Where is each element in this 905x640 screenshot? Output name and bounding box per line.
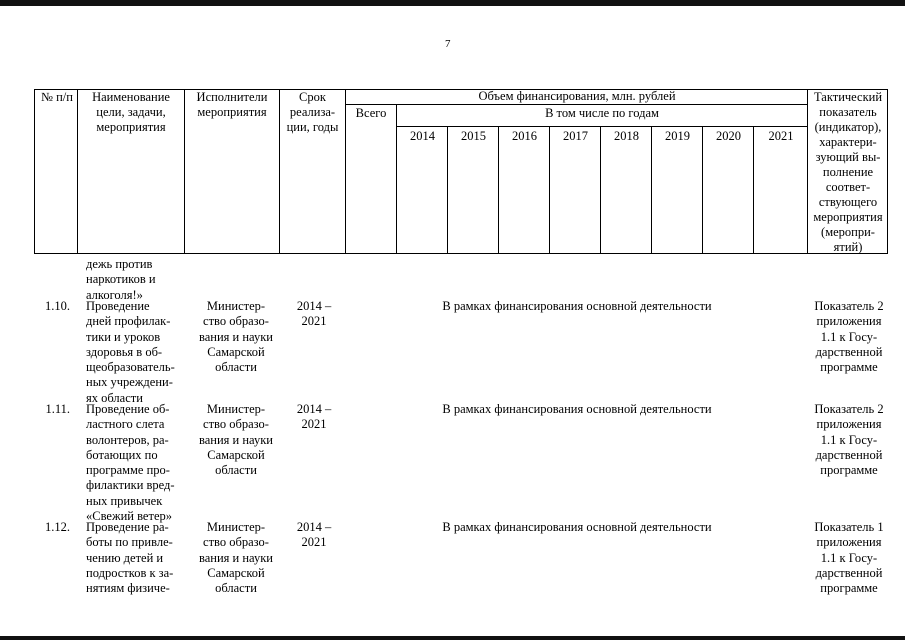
header-year: 2019 — [665, 129, 690, 143]
table-header — [34, 89, 888, 254]
row-finance: В рамках финансирования основной деятельности — [442, 520, 712, 534]
row-name: Проведение ра- боты по привле- чению детей и подростков к за- нятиям физиче- — [86, 520, 174, 596]
row-executor: Министер- ство образо- вания и науки Самарской области — [199, 402, 273, 478]
top-scan-border — [0, 0, 905, 6]
page-number: 7 — [445, 38, 451, 50]
header-year: 2020 — [716, 129, 741, 143]
row-executor: Министер- ство образо- вания и науки Самарской области — [199, 520, 273, 596]
header-year: 2015 — [461, 129, 486, 143]
row-term: 2014 – 2021 — [296, 402, 332, 432]
row-indicator: Показатель 1 приложения 1.1 к Госу- дарственной программе — [814, 520, 884, 596]
row-number: 1.11. — [45, 402, 70, 416]
header-year: 2014 — [410, 129, 435, 143]
row-number: 1.12. — [45, 520, 70, 534]
carryover-text: дежь против наркотиков и алкоголя!» — [86, 257, 156, 302]
row-name: Проведение дней профилак- тики и уроков здоровья в об- щеобразователь- ных учреждени- ях области — [86, 299, 175, 405]
header-indicator: Тактический показатель (индикатор), характери-зующий вы-полнение соответ-ствующего мероприятия (меропри-ятий) — [813, 90, 883, 254]
row-indicator: Показатель 2 приложения 1.1 к Госу- дарственной программе — [814, 402, 884, 478]
header-total: Всего — [355, 106, 387, 120]
bottom-scan-border — [0, 636, 905, 640]
row-executor: Министер- ство образо- вания и науки Самарской области — [199, 299, 273, 375]
header-by-years: В том числе по годам — [545, 106, 659, 120]
header-executor: Исполнители мероприятия — [196, 90, 268, 119]
header-num: № п/п — [41, 90, 73, 104]
header-name: Наименование цели, задачи, мероприятия — [92, 90, 170, 134]
row-name: Проведение об- ластного слета волонтеров, ра- ботающих по программе про- филактики вред- ных привычек «Свежий ветер» — [86, 402, 175, 524]
header-year: 2018 — [614, 129, 639, 143]
header-term: Срок реализа-ции, годы — [286, 90, 339, 134]
row-finance: В рамках финансирования основной деятельности — [442, 402, 712, 416]
header-finance: Объем финансирования, млн. рублей — [478, 89, 676, 103]
row-indicator: Показатель 2 приложения 1.1 к Госу- дарственной программе — [814, 299, 884, 375]
row-finance: В рамках финансирования основной деятельности — [442, 299, 712, 313]
row-term: 2014 – 2021 — [296, 520, 332, 550]
header-year: 2017 — [563, 129, 588, 143]
header-year: 2021 — [768, 129, 794, 143]
header-year: 2016 — [512, 129, 537, 143]
row-number: 1.10. — [45, 299, 70, 313]
row-term: 2014 – 2021 — [296, 299, 332, 329]
